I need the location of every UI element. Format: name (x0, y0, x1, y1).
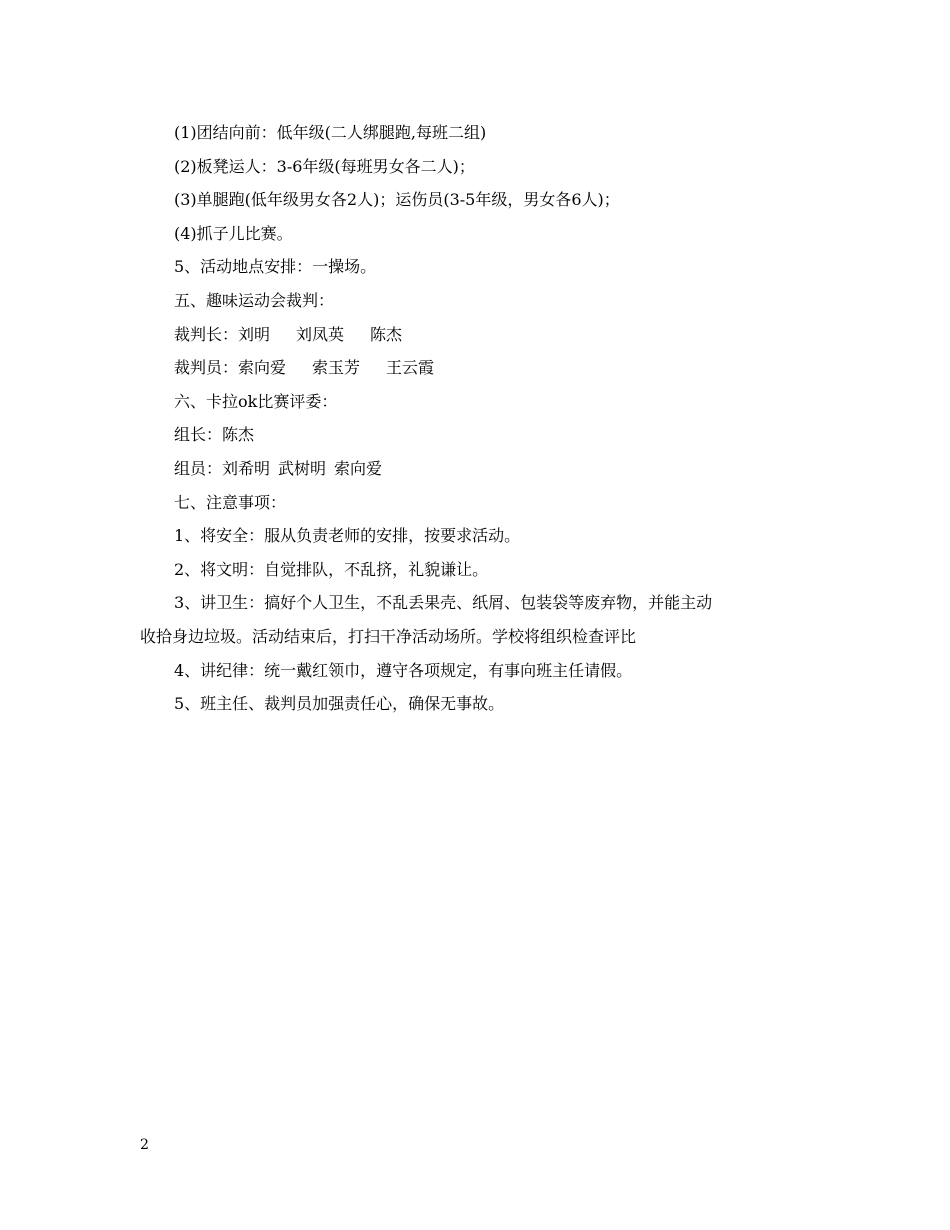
note-hygiene-line-2: 收拾身边垃圾。活动结束后，打扫干净活动场所。学校将组织检查评比 (140, 626, 637, 646)
referee-member-name: 索玉芳 (312, 358, 361, 378)
item-bandeng: (2)板凳运人：3-6年级(每班男女各二人)； (174, 156, 475, 176)
note-discipline: 4、讲纪律：统一戴红领巾，遵守各项规定，有事向班主任请假。 (174, 660, 633, 680)
referee-member-name: 索向爱 (238, 358, 287, 378)
referee-member-label: 裁判员： (174, 358, 239, 378)
item-dantuipao: (3)单腿跑(低年级男女各2人)；运伤员(3-5年级，男女各6人)； (174, 190, 620, 210)
karaoke-member-label: 组员： (174, 458, 223, 478)
section-seven-heading: 七、注意事项： (174, 492, 287, 512)
chief-referee-label: 裁判长： (174, 324, 239, 344)
note-responsibility: 5、班主任、裁判员加强责任心，确保无事故。 (174, 694, 505, 714)
page-number: 2 (140, 1137, 149, 1153)
document-body (140, 116, 820, 721)
section-six-heading: 六、卡拉ok比赛评委： (174, 391, 338, 411)
chief-referee-name: 刘凤英 (296, 324, 345, 344)
note-civility: 2、将文明：自觉排队，不乱挤，礼貌谦让。 (174, 559, 489, 579)
item-tuanjie: (1)团结向前：低年级(二人绑腿跑,每班二组) (174, 123, 487, 142)
karaoke-member-line (140, 452, 820, 486)
karaoke-leader: 组长：陈杰 (174, 425, 255, 445)
referee-member-line (140, 351, 820, 385)
item-zhuazier: (4)抓子儿比赛。 (174, 223, 293, 243)
karaoke-member-name: 索向爱 (334, 458, 383, 478)
section-five-heading: 五、趣味运动会裁判： (174, 290, 335, 310)
karaoke-member-name: 刘希明 (222, 458, 271, 478)
referee-member-name: 王云霞 (386, 358, 435, 378)
note-safety: 1、将安全：服从负责老师的安排，按要求活动。 (174, 526, 521, 546)
chief-referee-name: 刘明 (238, 324, 271, 344)
note-hygiene-line-1: 3、讲卫生：搞好个人卫生，不乱丢果壳、纸屑、包装袋等废弃物，并能主动 (174, 593, 713, 613)
chief-referee-line (140, 318, 820, 352)
activity-location: 5、活动地点安排：一操场。 (174, 257, 377, 277)
karaoke-member-name: 武树明 (278, 458, 327, 478)
chief-referee-name: 陈杰 (370, 324, 403, 344)
